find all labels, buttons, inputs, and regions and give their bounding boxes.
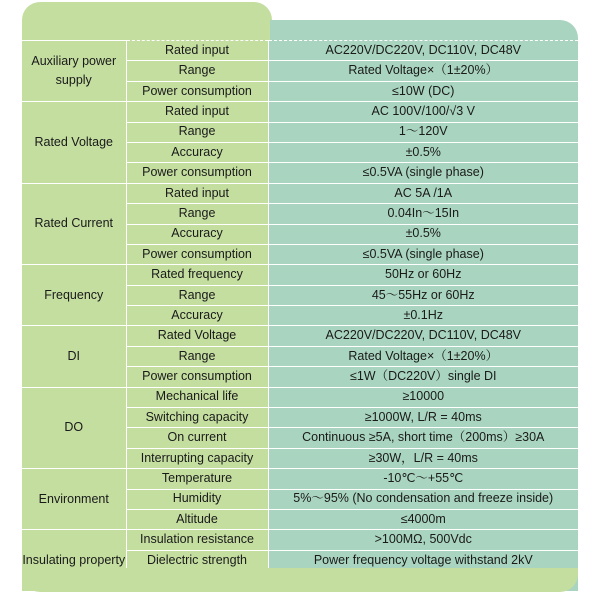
table-row	[22, 387, 578, 407]
parameter-cell: Range	[126, 122, 268, 142]
group-label: Frequency	[22, 265, 126, 326]
table-row	[22, 265, 578, 285]
parameter-cell: Range	[126, 285, 268, 305]
parameter-cell: Power consumption	[126, 81, 268, 101]
parameter-cell: Range	[126, 346, 268, 366]
table-row	[22, 183, 578, 203]
value-cell: ±0.1Hz	[268, 306, 578, 326]
group-label: Auxiliary power supply	[22, 41, 126, 102]
value-cell: 1～120V	[268, 122, 578, 142]
value-cell: ±0.5%	[268, 142, 578, 162]
value-cell: ≥1000W, L/R = 40ms	[268, 408, 578, 428]
parameter-cell: Rated input	[126, 183, 268, 203]
value-cell: 50Hz or 60Hz	[268, 265, 578, 285]
value-cell: ≥30W，L/R = 40ms	[268, 448, 578, 468]
value-cell: 0.04In～15In	[268, 204, 578, 224]
value-cell: AC 5A /1A	[268, 183, 578, 203]
value-cell: -10℃～+55℃	[268, 469, 578, 489]
parameter-cell: Rated Voltage	[126, 326, 268, 346]
value-cell: ≤0.5VA (single phase)	[268, 163, 578, 183]
value-cell: ≤10W (DC)	[268, 81, 578, 101]
parameter-cell: Accuracy	[126, 224, 268, 244]
group-label: Insulating property	[22, 530, 126, 591]
spec-table-frame	[22, 2, 578, 592]
value-cell: AC220V/DC220V, DC110V, DC48V	[268, 326, 578, 346]
value-cell: ≤0.5VA (single phase)	[268, 244, 578, 264]
group-label: Rated Voltage	[22, 102, 126, 184]
table-row	[22, 326, 578, 346]
parameter-cell: Accuracy	[126, 142, 268, 162]
parameter-cell: Insulation resistance	[126, 530, 268, 550]
parameter-cell: Switching capacity	[126, 408, 268, 428]
value-cell: Rated Voltage×（1±20%）	[268, 61, 578, 81]
value-cell: Continuous ≥5A, short time（200ms）≥30A	[268, 428, 578, 448]
parameter-cell: Range	[126, 204, 268, 224]
parameter-cell: Accuracy	[126, 306, 268, 326]
value-cell: 45～55Hz or 60Hz	[268, 285, 578, 305]
value-cell: ≤1W（DC220V）single DI	[268, 367, 578, 387]
spec-table	[22, 40, 578, 591]
table-row	[22, 530, 578, 550]
value-cell: ±0.5%	[268, 224, 578, 244]
value-cell: Rated Voltage×（1±20%）	[268, 346, 578, 366]
parameter-cell: Range	[126, 61, 268, 81]
value-cell: ≥10000	[268, 387, 578, 407]
value-cell: AC 100V/100/√3 V	[268, 102, 578, 122]
table-row	[22, 41, 578, 61]
parameter-cell: Rated input	[126, 41, 268, 61]
group-label: DI	[22, 326, 126, 387]
parameter-cell: Altitude	[126, 509, 268, 529]
parameter-cell: On current	[126, 428, 268, 448]
parameter-cell: Temperature	[126, 469, 268, 489]
parameter-cell: Power consumption	[126, 367, 268, 387]
parameter-cell: Rated input	[126, 102, 268, 122]
footer-band	[22, 568, 578, 592]
parameter-cell: Humidity	[126, 489, 268, 509]
table-row	[22, 469, 578, 489]
value-cell: 5%～95% (No condensation and freeze inside)	[268, 489, 578, 509]
value-cell: Power frequency voltage withstand 2kV	[268, 550, 578, 570]
header-tab-left	[22, 2, 272, 42]
value-cell: >100MΩ, 500Vdc	[268, 530, 578, 550]
parameter-cell: Mechanical life	[126, 387, 268, 407]
table-row	[22, 102, 578, 122]
parameter-cell: Power consumption	[126, 244, 268, 264]
parameter-cell: Rated frequency	[126, 265, 268, 285]
parameter-cell: Interrupting capacity	[126, 448, 268, 468]
group-label: Environment	[22, 469, 126, 530]
value-cell: AC220V/DC220V, DC110V, DC48V	[268, 41, 578, 61]
group-label: Rated Current	[22, 183, 126, 265]
parameter-cell: Power consumption	[126, 163, 268, 183]
spec-table-body	[22, 41, 578, 591]
parameter-cell: Dielectric strength	[126, 550, 268, 570]
value-cell: ≤4000m	[268, 509, 578, 529]
group-label: DO	[22, 387, 126, 469]
